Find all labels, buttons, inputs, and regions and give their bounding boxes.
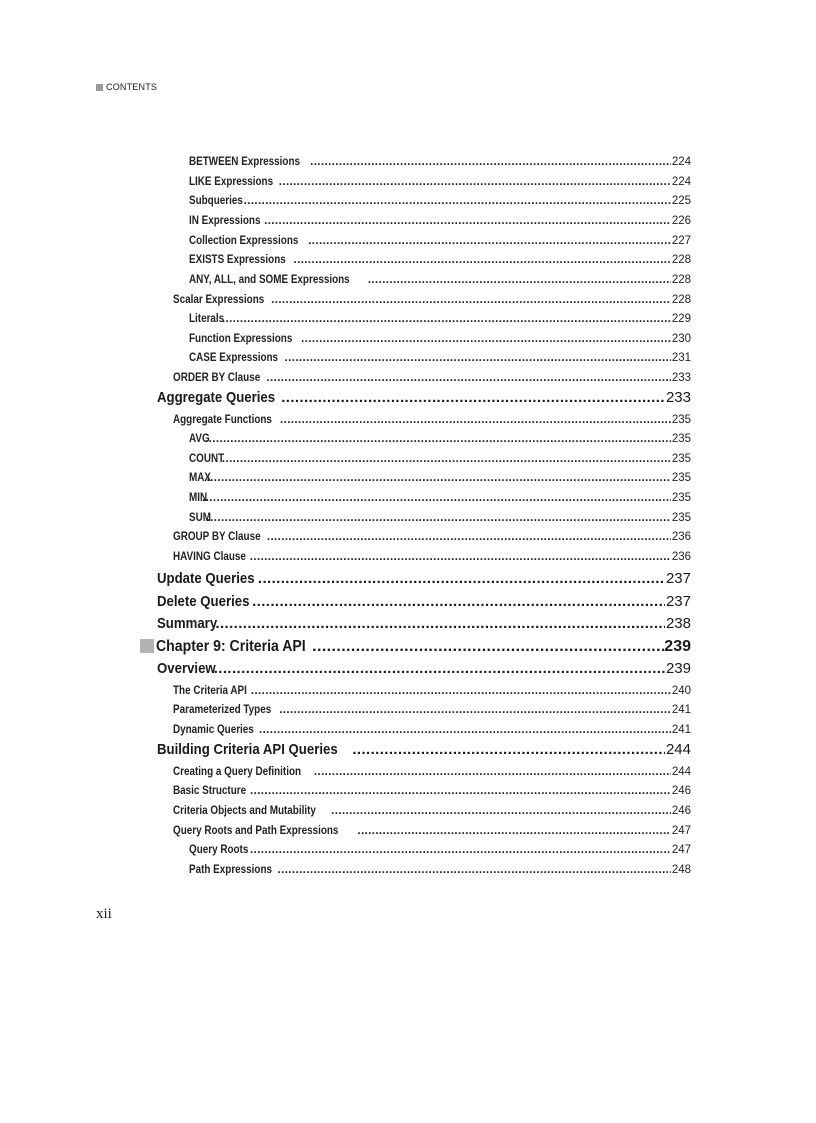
chapter-marker-icon [140,639,154,653]
toc-entry [189,348,691,364]
leader-dots [280,414,671,426]
toc-entry-page: 239 [665,660,691,677]
toc-entry-page: 224 [671,156,691,168]
toc-entry [189,309,691,325]
toc-entry [173,547,691,563]
leader-dots [251,685,671,697]
toc-entry-page: 227 [671,235,691,247]
toc-entry-page: 244 [665,741,691,758]
leader-dots [222,313,671,325]
toc-entry-page: 233 [665,389,691,406]
leader-dots [368,274,671,286]
toc-entry [173,762,691,778]
leader-dots [294,254,671,266]
toc-entry-title: The Criteria API [173,685,247,697]
toc-entry-title: HAVING Clause [173,551,246,563]
toc-entry [189,449,691,465]
leader-dots [285,352,671,364]
toc-entry-page: 235 [671,433,691,445]
toc-entry-title: Delete Queries [157,593,250,610]
toc-entry [173,681,691,697]
toc-entry-title: EXISTS Expressions [189,254,286,266]
leader-dots [281,389,665,406]
toc-entry-title: CASE Expressions [189,352,279,364]
toc-entry-page: 235 [671,472,691,484]
toc-entry-title: Criteria Objects and Mutability [173,805,316,817]
leader-dots [278,864,671,876]
toc-entry-page: 237 [665,593,691,610]
toc-entry-title: ORDER BY Clause [173,372,261,384]
toc-entry-title: Query Roots [189,844,249,856]
toc-entry [189,172,691,188]
toc-entry [157,567,691,587]
toc-entry-title: Summary [157,615,218,632]
toc-entry-title: MIN [189,492,208,504]
toc-entry-title: BETWEEN Expressions [189,156,301,168]
toc-entry-title: COUNT [189,453,225,465]
toc-entry-page: 239 [664,638,691,655]
leader-dots [205,433,671,445]
toc-entry-title: Collection Expressions [189,235,299,247]
toc-entry-page: 224 [671,176,691,188]
toc-entry [189,840,691,856]
leader-dots [331,805,671,817]
leader-dots [357,825,670,837]
leader-dots [308,235,671,247]
toc-entry [189,468,691,484]
leader-dots [267,531,671,543]
toc-entry [157,657,691,677]
toc-entry-title: Building Criteria API Queries [157,741,338,758]
leader-dots [264,215,671,227]
toc-entry [173,821,691,837]
toc-entry-title: Update Queries [157,570,255,587]
toc-entry-title: Chapter 9: Criteria API [156,638,306,655]
toc-entry [173,290,691,306]
toc-entry [189,211,691,227]
toc-entry [189,429,691,445]
toc-entry-title: GROUP BY Clause [173,531,261,543]
toc-entry [173,527,691,543]
toc-entry [157,612,691,632]
toc-entry-title: Overview [157,660,216,677]
toc-entry-page: 235 [671,492,691,504]
leader-dots [252,593,665,610]
toc-entry-title: Aggregate Functions [173,414,272,426]
toc-entry [189,270,691,286]
toc-entry-title: AVG [189,433,210,445]
toc-entry-page: 230 [671,333,691,345]
toc-entry-page: 236 [671,531,691,543]
toc-entry-page: 238 [665,615,691,632]
toc-entry-page: 247 [671,844,691,856]
toc-entry-title: Aggregate Queries [157,389,276,406]
leader-dots [310,156,671,168]
toc-entry-title: Scalar Expressions [173,294,265,306]
toc-entry-title: Query Roots and Path Expressions [173,825,339,837]
toc-entry [157,386,691,406]
toc-entry-page: 229 [671,313,691,325]
toc-entry-page: 247 [671,825,691,837]
toc-entry-title: Literals [189,313,225,325]
leader-dots [352,741,665,758]
toc-entry-page: 246 [671,805,691,817]
toc-entry [189,329,691,345]
toc-entry [189,231,691,247]
header-marker-icon [96,84,103,91]
page-number: xii [96,906,112,922]
toc-entry-page: 235 [671,453,691,465]
toc-entry-title: Basic Structure [173,785,247,797]
toc-entry-page: 237 [665,570,691,587]
toc-entry-title: MAX [189,472,211,484]
leader-dots [279,704,671,716]
toc-entry-page: 235 [671,512,691,524]
toc-entry-page: 226 [671,215,691,227]
leader-dots [258,570,665,587]
toc-entry [173,781,691,797]
toc-entry-page: 236 [671,551,691,563]
toc-entry-title: IN Expressions [189,215,261,227]
toc-entry-page: 228 [671,274,691,286]
toc-entry-title: Dynamic Queries [173,724,254,736]
toc-entry-title: Path Expressions [189,864,273,876]
toc-entry-page: 241 [671,724,691,736]
running-header [96,82,157,92]
toc-chapter-entry [140,634,691,656]
toc-entry [173,368,691,384]
toc-entry [189,191,691,207]
leader-dots [266,372,670,384]
leader-dots [207,512,671,524]
toc-entry-page: 244 [671,766,691,778]
toc-entry-title: Parameterized Types [173,704,272,716]
toc-entry [173,700,691,716]
toc-entry-page: 231 [671,352,691,364]
toc-entry-title: SUM [189,512,211,524]
toc-entry [189,152,691,168]
leader-dots [312,638,664,656]
leader-dots [250,844,671,856]
toc-entry-page: 240 [671,685,691,697]
toc-entry [173,410,691,426]
leader-dots [250,785,671,797]
toc-entry-page: 233 [671,372,691,384]
toc-entry [189,250,691,266]
leader-dots [271,294,671,306]
leader-dots [314,766,671,778]
leader-dots [202,492,671,504]
toc-entry [173,801,691,817]
toc-entry-title: LIKE Expressions [189,176,274,188]
running-header-label: CONTENTS [106,82,158,92]
leader-dots [222,453,671,465]
leader-dots [279,176,671,188]
leader-dots [259,724,671,736]
leader-dots [244,195,671,207]
toc-entry-title: Creating a Query Definition [173,766,302,778]
leader-dots [301,333,671,345]
leader-dots [207,472,671,484]
toc-entry [173,720,691,736]
leader-dots [214,660,665,677]
toc-entry-title: Subqueries [189,195,243,207]
toc-entry-page: 228 [671,254,691,266]
toc-entry [189,488,691,504]
toc-entry-page: 241 [671,704,691,716]
toc-entry-title: Function Expressions [189,333,293,345]
toc-entry-page: 228 [671,294,691,306]
toc-entry-page: 235 [671,414,691,426]
toc-entry [157,738,691,758]
toc-entry [157,590,691,610]
toc-entry-title: ANY, ALL, and SOME Expressions [189,274,350,286]
leader-dots [250,551,671,563]
toc-entry-page: 225 [671,195,691,207]
toc-entry-page: 246 [671,785,691,797]
toc-entry [189,508,691,524]
leader-dots [215,615,665,632]
toc-entry [189,860,691,876]
toc-entry-page: 248 [671,864,691,876]
